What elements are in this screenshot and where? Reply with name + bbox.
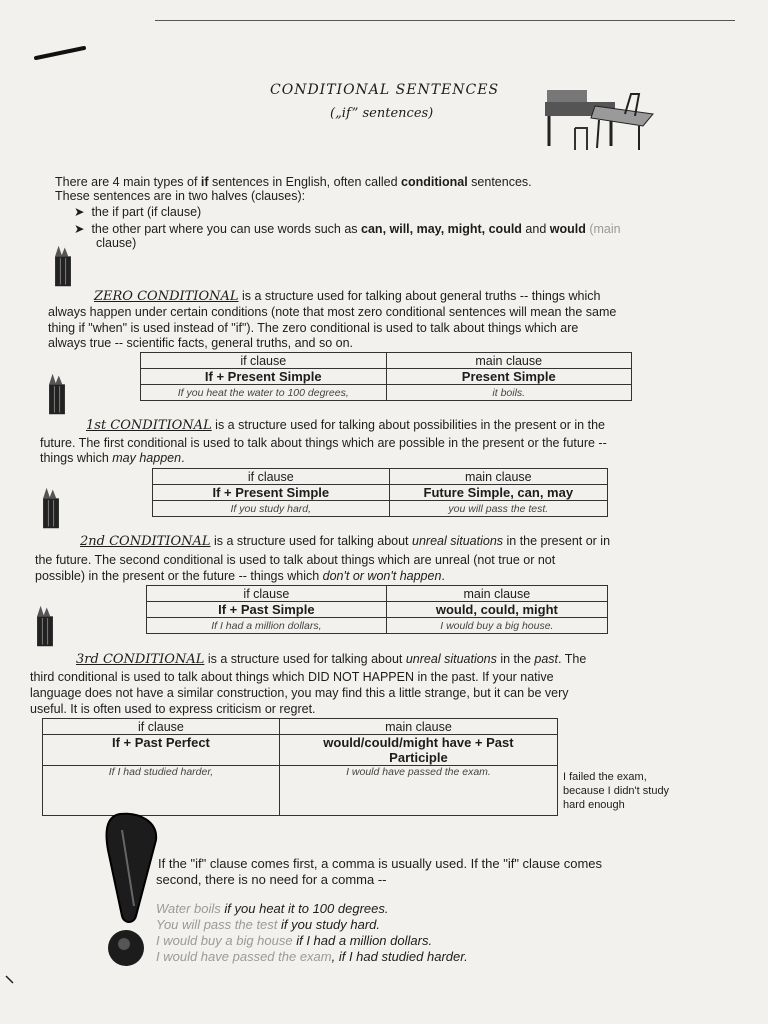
comma-rule-line-2: second, there is no need for a comma -- xyxy=(156,872,387,887)
second-line-2: the future. The second conditional is used to talk about things which are unreal (not true or not xyxy=(35,553,556,567)
pencils-icon xyxy=(52,244,74,288)
arrow-bullet-icon: ➤ xyxy=(74,222,85,236)
example-sentence-1: Water boils if you heat it to 100 degrees. xyxy=(156,901,389,916)
zero-line-4: always true -- scientific facts, general truths, and so on. xyxy=(48,336,353,350)
zero-line-1: ZERO CONDITIONAL is a structure used for talking about general truths -- things which xyxy=(94,289,601,304)
zero-heading: ZERO CONDITIONAL xyxy=(94,289,239,304)
pencils-icon xyxy=(34,604,56,648)
comma-rule-line-1: If the "if" clause comes first, a comma is usually used. If the "if" clause comes xyxy=(158,856,603,871)
second-line-1: 2nd CONDITIONAL is a structure used for talking about unreal situations in the present or in xyxy=(80,534,611,549)
page-title: CONDITIONAL SENTENCES xyxy=(270,82,500,98)
example-sentence-2: You will pass the test if you study hard. xyxy=(156,917,381,932)
exclamation-icon xyxy=(78,810,164,970)
example-sentence-3: I would buy a big house if I had a million dollars. xyxy=(156,933,433,948)
third-line-3: language does not have a similar construction, you may find this a little strange, but it can be very xyxy=(30,686,569,700)
third-heading: 3rd CONDITIONAL xyxy=(76,652,205,667)
second-heading: 2nd CONDITIONAL xyxy=(80,534,211,549)
classroom-desk-illustration xyxy=(535,84,660,154)
pencils-icon xyxy=(40,486,62,530)
first-heading: 1st CONDITIONAL xyxy=(86,418,212,433)
top-rule xyxy=(155,20,735,21)
intro-bullet-1: ➤ the if part (if clause) xyxy=(74,205,202,219)
pen-mark-icon xyxy=(34,44,88,64)
page-subtitle: („if” sentences) xyxy=(330,106,434,121)
third-line-1: 3rd CONDITIONAL is a structure used for talking about unreal situations in the past. The xyxy=(76,652,587,667)
second-table: if clause main clause If + Past Simple would, could, might If I had a million dollars, I would buy a big house. xyxy=(146,585,608,634)
pencils-icon xyxy=(46,372,68,416)
first-table: if clause main clause If + Present Simple Future Simple, can, may If you study hard, you will pass the test. xyxy=(152,468,608,517)
third-line-4: useful. It is often used to express criticism or regret. xyxy=(30,702,316,716)
intro-line-1: There are 4 main types of if sentences in English, often called conditional sentences. xyxy=(55,175,532,189)
zero-line-2: always happen under certain conditions (note that most zero conditional sentences will mean the same xyxy=(48,305,617,319)
third-table: if clause main clause If + Past Perfect would/could/might have + Past Participle If I had studied harder, I would have passed the exam. xyxy=(42,718,558,816)
first-line-1: 1st CONDITIONAL is a structure used for talking about possibilities in the present or in the xyxy=(86,418,605,433)
third-line-2: third conditional is used to talk about things which DID NOT HAPPEN in the past. If your native xyxy=(30,670,554,684)
corner-mark-icon xyxy=(4,974,16,986)
intro-bullet-2: ➤ the other part where you can use words such as can, will, may, might, could and would (main xyxy=(74,222,621,236)
example-sentence-4: I would have passed the exam, if I had studied harder. xyxy=(156,949,468,964)
third-side-note: I failed the exam, because I didn't study hard enough xyxy=(563,771,670,811)
first-line-3: things which may happen. xyxy=(40,451,185,465)
intro-bullet-2-cont: clause) xyxy=(96,236,137,250)
first-line-2: future. The first conditional is used to talk about things which are possible in the present or the future -- xyxy=(40,436,607,450)
zero-line-3: thing if "when" is used instead of "if"). The zero conditional is used to talk about things which are xyxy=(48,321,579,335)
intro-line-2: These sentences are in two halves (clauses): xyxy=(55,189,306,203)
second-line-3: possible) in the present or the future -- things which don't or won't happen. xyxy=(35,569,445,583)
zero-table: if clause main clause If + Present Simple Present Simple If you heat the water to 100 degrees, it boils. xyxy=(140,352,632,401)
arrow-bullet-icon: ➤ xyxy=(74,205,85,219)
